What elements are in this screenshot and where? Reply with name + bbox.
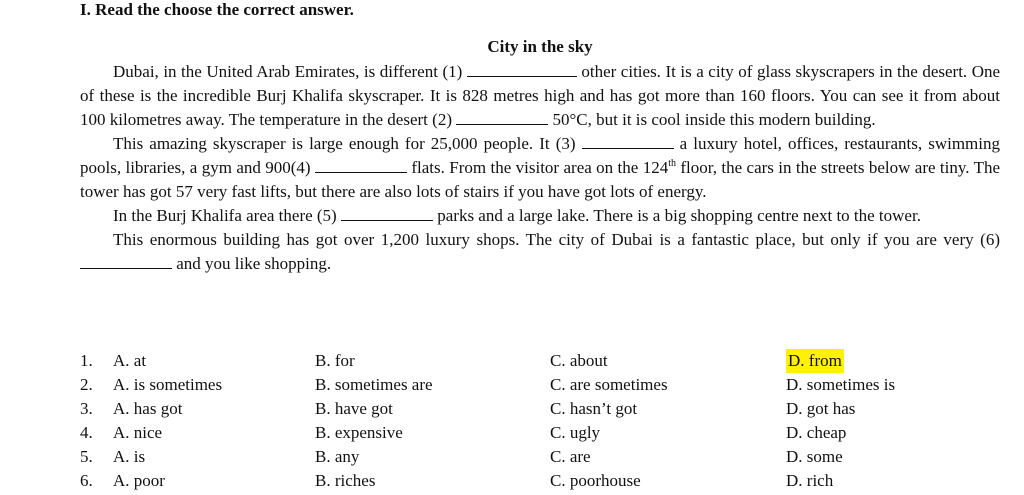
passage-title: City in the sky xyxy=(487,37,593,56)
option-a[interactable]: A. is sometimes xyxy=(113,375,223,394)
question-row xyxy=(80,445,1020,469)
option-a[interactable]: A. poor xyxy=(113,471,165,490)
option-c[interactable]: C. are xyxy=(550,447,591,466)
option-d[interactable]: D. sometimes is xyxy=(786,375,896,394)
option-b[interactable]: B. any xyxy=(315,447,360,466)
ordinal-suffix: th xyxy=(668,158,676,169)
question-number: 1. xyxy=(80,351,93,370)
blank-4 xyxy=(315,158,407,173)
option-a[interactable]: A. at xyxy=(113,351,147,370)
question-number: 3. xyxy=(80,399,93,418)
option-b[interactable]: B. have got xyxy=(315,399,393,418)
exercise-heading: I. Read the choose the correct answer. xyxy=(80,0,354,19)
reading-passage xyxy=(80,60,1000,276)
option-c[interactable]: C. poorhouse xyxy=(550,471,641,490)
question-row xyxy=(80,349,1020,373)
blank-1 xyxy=(467,62,577,77)
paragraph-4 xyxy=(80,228,1000,276)
p2-text-b: a luxury hotel, offices, restaurants, swimming pools, libraries, a gym and 900(4) xyxy=(80,134,1000,177)
option-d-highlighted[interactable]: D. from xyxy=(786,349,844,373)
option-b[interactable]: B. sometimes are xyxy=(315,375,433,394)
option-b[interactable]: B. for xyxy=(315,351,355,370)
option-c[interactable]: C. are sometimes xyxy=(550,375,668,394)
question-row xyxy=(80,397,1020,421)
question-number: 5. xyxy=(80,447,93,466)
option-d[interactable]: D. some xyxy=(786,447,843,466)
option-a[interactable]: A. is xyxy=(113,447,146,466)
p3-text-b: parks and a large lake. There is a big shopping centre next to the tower. xyxy=(437,206,921,225)
p4-text-b: and you like shopping. xyxy=(176,254,332,273)
option-a[interactable]: A. has got xyxy=(113,399,183,418)
blank-2 xyxy=(456,110,548,125)
blank-6 xyxy=(80,254,172,269)
option-a[interactable]: A. nice xyxy=(113,423,163,442)
p1-text-b: other cities. It is a city of glass skyscrapers in the desert. One of these is the incredible Burj Khalifa skyscraper. It is 828 metres high and has got more than 160 floors. You can see it from about 100 kilometres away. The temperature in the desert (2) xyxy=(80,62,1001,129)
option-c[interactable]: C. about xyxy=(550,351,608,370)
blank-5 xyxy=(341,206,433,221)
p3-text-a: In the Burj Khalifa area there (5) xyxy=(113,206,337,225)
question-number: 2. xyxy=(80,375,93,394)
option-d[interactable]: D. rich xyxy=(786,471,834,490)
question-number: 6. xyxy=(80,471,93,490)
paragraph-1 xyxy=(80,60,1000,132)
question-row xyxy=(80,373,1020,397)
p1-text-a: Dubai, in the United Arab Emirates, is different (1) xyxy=(113,62,463,81)
option-c[interactable]: C. ugly xyxy=(550,423,601,442)
option-c[interactable]: C. hasn’t got xyxy=(550,399,638,418)
option-d[interactable]: D. cheap xyxy=(786,423,847,442)
paragraph-2 xyxy=(80,132,1000,204)
answer-options xyxy=(80,349,1020,493)
option-b[interactable]: B. riches xyxy=(315,471,376,490)
p4-text-a: This enormous building has got over 1,200 luxury shops. The city of Dubai is a fantastic place, but only if you are very (6) xyxy=(113,230,1000,249)
p2-text-a: This amazing skyscraper is large enough for 25,000 people. It (3) xyxy=(113,134,576,153)
blank-3 xyxy=(582,134,674,149)
question-number: 4. xyxy=(80,423,93,442)
p1-text-c: 50°C, but it is cool inside this modern building. xyxy=(552,110,876,129)
question-row xyxy=(80,469,1020,493)
p2-text-c: flats. From the visitor area on the 124 xyxy=(411,158,669,177)
question-row xyxy=(80,421,1020,445)
option-b[interactable]: B. expensive xyxy=(315,423,403,442)
paragraph-3 xyxy=(80,204,1000,228)
option-d[interactable]: D. got has xyxy=(786,399,856,418)
p2-text-d: floor, the cars in the streets below are tiny. The tower has got 57 very fast lifts, but there are also lots of stairs if you have got lots of energy. xyxy=(80,158,1001,201)
